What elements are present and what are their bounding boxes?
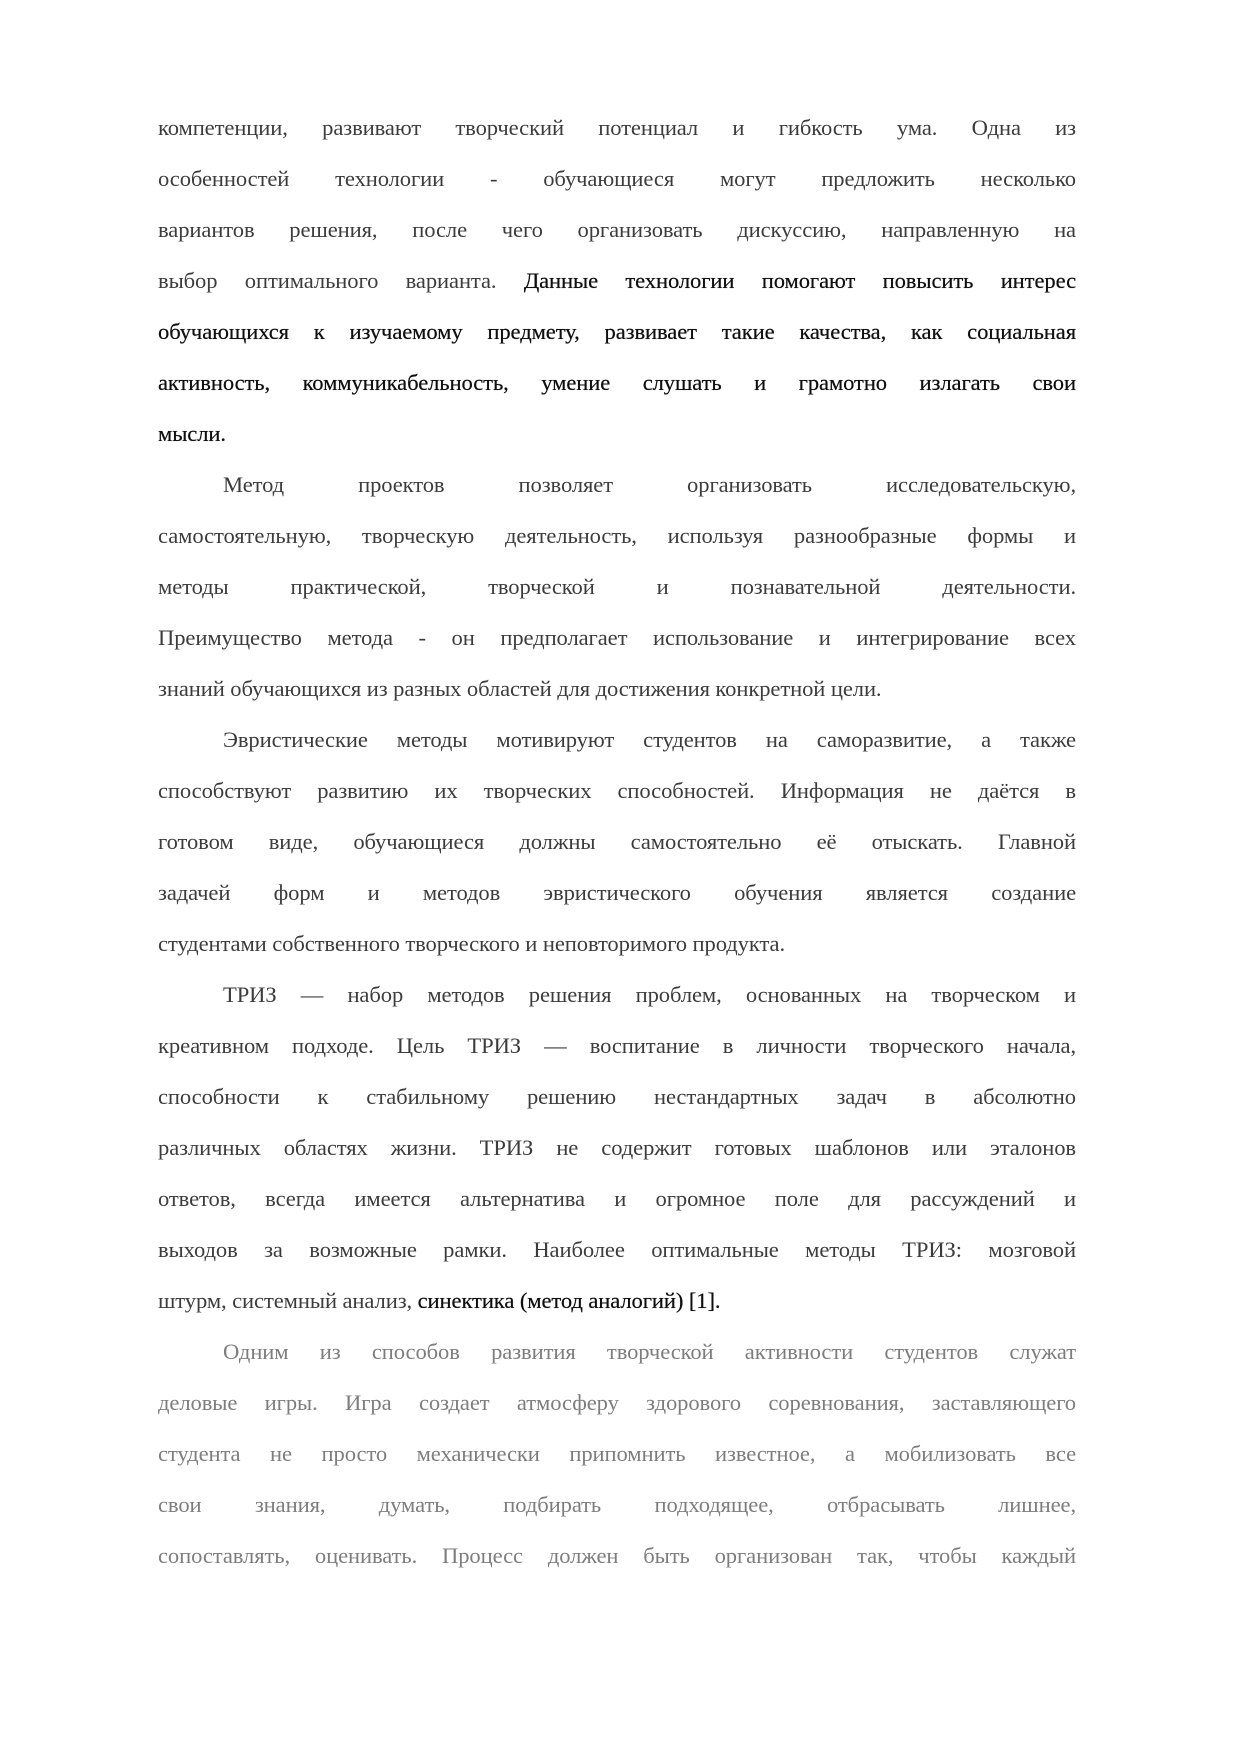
text-run: готовом виде, обучающиеся должны самостоятельно её отыскать. Главной — [158, 829, 1076, 854]
text-line — [158, 153, 1076, 204]
text-run: особенностей технологии - обучающиеся могут предложить несколько — [158, 166, 1076, 191]
text-line — [158, 1428, 1076, 1479]
text-line — [158, 1122, 1076, 1173]
text-line — [158, 1530, 1076, 1581]
text-run: Преимущество метода - он предполагает использование и интегрирование всех — [158, 625, 1076, 650]
text-run: способности к стабильному решению нестандартных задач в абсолютно — [158, 1084, 1076, 1109]
text-run: знаний обучающихся из разных областей для достижения конкретной цели. — [158, 676, 882, 701]
text-line — [158, 918, 1076, 969]
emphasis-text-run: активность, коммуникабельность, умение слушать и грамотно излагать свои — [158, 370, 1076, 395]
text-line — [158, 663, 1076, 714]
paragraph — [158, 102, 1076, 459]
text-run: ТРИЗ — набор методов решения проблем, основанных на творческом и — [223, 982, 1076, 1007]
text-run: студентами собственного творческого и неповторимого продукта. — [158, 931, 785, 956]
text-run: выбор оптимального варианта. — [158, 268, 524, 293]
text-run: компетенции, развивают творческий потенциал и гибкость ума. Одна из — [158, 115, 1076, 140]
paragraph — [158, 714, 1076, 969]
text-line — [158, 612, 1076, 663]
text-run: различных областях жизни. ТРИЗ не содержит готовых шаблонов или эталонов — [158, 1135, 1076, 1160]
text-run: задачей форм и методов эвристического обучения является создание — [158, 880, 1076, 905]
paragraph — [158, 969, 1076, 1326]
text-line — [158, 459, 1076, 510]
emphasis-text-run: обучающихся к изучаемому предмету, развивает такие качества, как социальная — [158, 319, 1076, 344]
text-run: самостоятельную, творческую деятельность, используя разнообразные формы и — [158, 523, 1076, 548]
text-line — [158, 1071, 1076, 1122]
text-line — [158, 714, 1076, 765]
text-line — [158, 1377, 1076, 1428]
paragraph — [158, 1326, 1076, 1581]
emphasis-text-run: синектика (метод аналогий) [1]. — [417, 1288, 721, 1313]
text-line — [158, 765, 1076, 816]
text-run: вариантов решения, после чего организовать дискуссию, направленную на — [158, 217, 1076, 242]
emphasis-text-run: мысли. — [158, 421, 226, 446]
text-line — [158, 357, 1076, 408]
text-line — [158, 102, 1076, 153]
text-line — [158, 867, 1076, 918]
text-line — [158, 561, 1076, 612]
text-line — [158, 1479, 1076, 1530]
text-line — [158, 510, 1076, 561]
text-line — [158, 255, 1076, 306]
text-run: сопоставлять, оценивать. Процесс должен быть организован так, чтобы каждый — [158, 1543, 1076, 1568]
text-run: свои знания, думать, подбирать подходящее, отбрасывать лишнее, — [158, 1492, 1076, 1517]
emphasis-text-run: Данные технологии помогают повысить интерес — [523, 268, 1076, 293]
text-line — [158, 1224, 1076, 1275]
text-run: Одним из способов развития творческой активности студентов служат — [223, 1339, 1076, 1364]
text-run: способствуют развитию их творческих способностей. Информация не даётся в — [158, 778, 1076, 803]
text-line — [158, 816, 1076, 867]
text-run: Метод проектов позволяет организовать исследовательскую, — [223, 472, 1076, 497]
text-line — [158, 969, 1076, 1020]
text-line — [158, 306, 1076, 357]
text-line — [158, 1275, 1076, 1326]
text-line — [158, 204, 1076, 255]
text-line — [158, 408, 1076, 459]
text-run: выходов за возможные рамки. Наиболее оптимальные методы ТРИЗ: мозговой — [158, 1237, 1076, 1262]
text-line — [158, 1020, 1076, 1071]
paragraph — [158, 459, 1076, 714]
text-run: штурм, системный анализ, — [158, 1288, 418, 1313]
text-line — [158, 1326, 1076, 1377]
text-run: креативном подходе. Цель ТРИЗ — воспитание в личности творческого начала, — [158, 1033, 1076, 1058]
text-run: Эвристические методы мотивируют студентов на саморазвитие, а также — [223, 727, 1076, 752]
text-run: студента не просто механически припомнить известное, а мобилизовать все — [158, 1441, 1076, 1466]
text-run: методы практической, творческой и познавательной деятельности. — [158, 574, 1076, 599]
text-run: ответов, всегда имеется альтернатива и огромное поле для рассуждений и — [158, 1186, 1076, 1211]
text-line — [158, 1173, 1076, 1224]
text-run: деловые игры. Игра создает атмосферу здорового соревнования, заставляющего — [158, 1390, 1076, 1415]
